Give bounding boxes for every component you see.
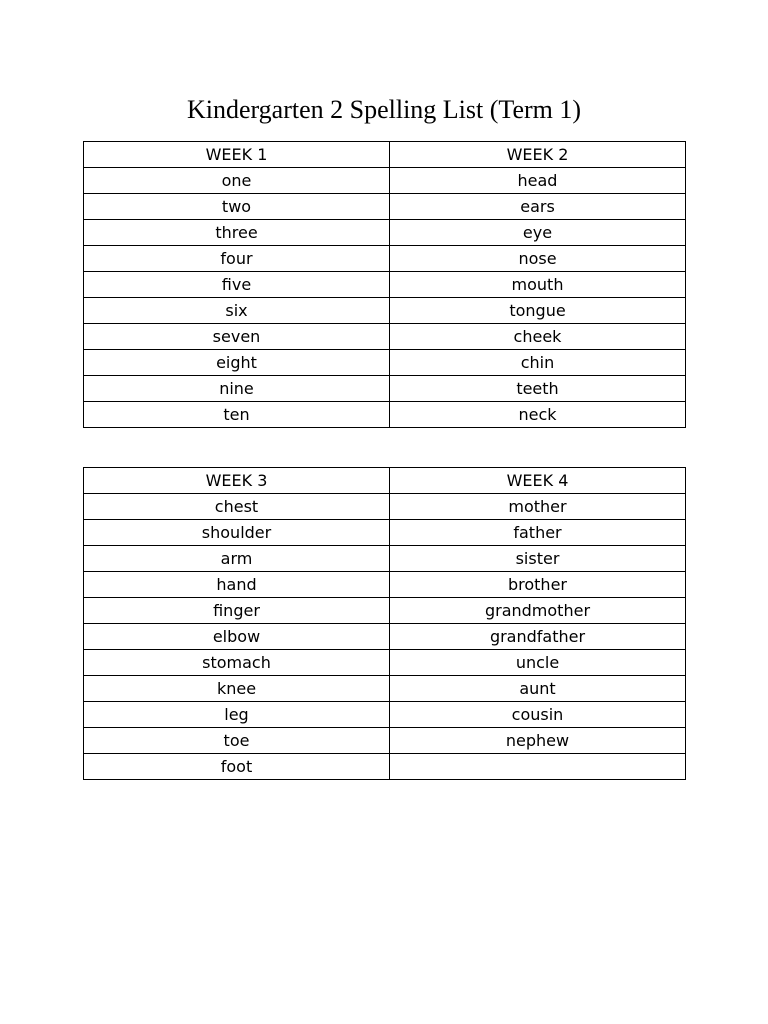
table-row <box>84 754 686 780</box>
table-row <box>84 572 686 598</box>
column-header: WEEK 2 <box>390 142 686 168</box>
spelling-word-cell: head <box>390 168 686 194</box>
table-row <box>84 494 686 520</box>
table-row <box>84 624 686 650</box>
spelling-word-cell: four <box>84 246 390 272</box>
table-row <box>84 350 686 376</box>
spelling-word-cell: ten <box>84 402 390 428</box>
spelling-word-cell: nose <box>390 246 686 272</box>
table-row <box>84 194 686 220</box>
spelling-word-cell: eight <box>84 350 390 376</box>
spelling-word-cell: six <box>84 298 390 324</box>
spelling-word-cell: leg <box>84 702 390 728</box>
spelling-word-cell: cheek <box>390 324 686 350</box>
spelling-word-cell: toe <box>84 728 390 754</box>
spelling-word-cell: grandfather <box>390 624 686 650</box>
spelling-word-cell: shoulder <box>84 520 390 546</box>
spelling-word-cell: tongue <box>390 298 686 324</box>
spelling-word-cell: father <box>390 520 686 546</box>
spelling-word-cell: two <box>84 194 390 220</box>
spelling-table-weeks-1-2 <box>83 141 686 428</box>
column-header: WEEK 1 <box>84 142 390 168</box>
table-row <box>84 728 686 754</box>
spelling-word-cell: three <box>84 220 390 246</box>
spelling-word-cell: mother <box>390 494 686 520</box>
spelling-word-cell: arm <box>84 546 390 572</box>
spelling-word-cell: mouth <box>390 272 686 298</box>
spelling-word-cell: nine <box>84 376 390 402</box>
column-header: WEEK 3 <box>84 468 390 494</box>
table-row <box>84 546 686 572</box>
table-row <box>84 650 686 676</box>
spelling-word-cell: eye <box>390 220 686 246</box>
table-row <box>84 598 686 624</box>
spelling-word-cell: seven <box>84 324 390 350</box>
spelling-word-cell: chin <box>390 350 686 376</box>
spelling-word-cell: elbow <box>84 624 390 650</box>
table-row <box>84 676 686 702</box>
table-row <box>84 298 686 324</box>
table-row <box>84 376 686 402</box>
spelling-word-cell: nephew <box>390 728 686 754</box>
table-row <box>84 520 686 546</box>
spelling-word-cell: chest <box>84 494 390 520</box>
spelling-word-cell: knee <box>84 676 390 702</box>
page-title: Kindergarten 2 Spelling List (Term 1) <box>186 95 582 124</box>
table-row <box>84 702 686 728</box>
spelling-word-cell: foot <box>84 754 390 780</box>
spelling-table-weeks-3-4 <box>83 467 686 780</box>
spelling-word-cell: brother <box>390 572 686 598</box>
spelling-word-cell: uncle <box>390 650 686 676</box>
table-header-row <box>84 142 686 168</box>
table-row <box>84 246 686 272</box>
spelling-word-cell: hand <box>84 572 390 598</box>
spelling-word-cell: stomach <box>84 650 390 676</box>
table-row <box>84 402 686 428</box>
spelling-word-cell: cousin <box>390 702 686 728</box>
spelling-word-cell: five <box>84 272 390 298</box>
spelling-word-cell: one <box>84 168 390 194</box>
spelling-word-cell: teeth <box>390 376 686 402</box>
spelling-word-cell: finger <box>84 598 390 624</box>
spelling-word-cell: ears <box>390 194 686 220</box>
spelling-word-cell: aunt <box>390 676 686 702</box>
column-header: WEEK 4 <box>390 468 686 494</box>
spelling-word-cell: grandmother <box>390 598 686 624</box>
table-row <box>84 168 686 194</box>
spelling-word-cell: neck <box>390 402 686 428</box>
spelling-word-cell: sister <box>390 546 686 572</box>
spelling-word-cell <box>390 754 686 780</box>
table-row <box>84 324 686 350</box>
table-row <box>84 220 686 246</box>
table-header-row <box>84 468 686 494</box>
table-row <box>84 272 686 298</box>
